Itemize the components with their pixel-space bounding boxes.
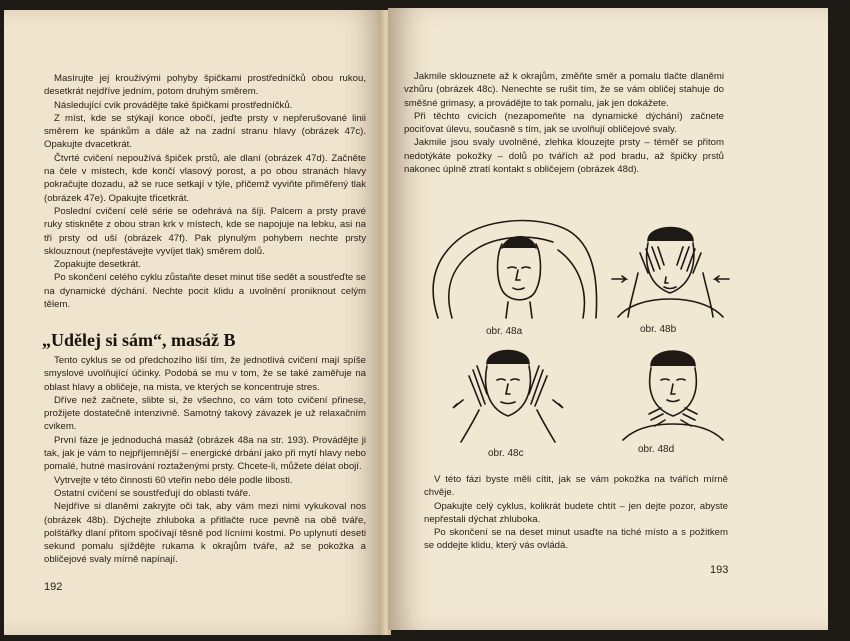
paragraph: Tento cyklus se od předchozího liší tím, že jednotlivá cvičení mají spíše smyslové uvolňující účinky. Podobá se mu v tom, že se také zaměřuje na oblast hlavy a obličeje, na mista, ve kterých se koncentruje stres. — [44, 355, 366, 393]
fingertips-stroke-chin-icon — [613, 342, 733, 442]
paragraph: Dříve než začnete, slibte si, že všechno, co vám toto cvičení přinese, prožijete dostatečně intenzivně. Samotný takový závazek je už relaxačním cvikem. — [44, 394, 366, 433]
figure-caption: obr. 48c — [488, 448, 524, 459]
head-massage-arms-over-head-icon — [418, 208, 618, 323]
page-number: 193 — [710, 564, 729, 576]
paragraph: Čtvrté cvičení nepoužívá špiček prstů, ale dlaní (obrázek 47d). Začněte na čele v místech, kde končí vlasový porost, a po obou stranách hlavy pokračujte dozadu, až se ruce setkají v týle, přičemž vyviňte přiměřený tlak (obrázek 47e). Opakujte třicetkrát. — [44, 152, 366, 204]
paragraph: Ostatní cvičení se soustřeďují do oblasti tváře. — [54, 487, 251, 499]
paragraph: Masírujte jej krouživými pohyby špičkami prostředníčků obou rukou, desetkrát nejdříve jedním, potom druhým směrem. — [44, 73, 366, 98]
palms-push-cheeks-up-icon — [443, 340, 573, 445]
paragraph: Při těchto cvicích (nezapomeňte na dynamické dýchání) začnete pociťovat úlevu, současně s tím, jak se uvolňují obličejové svaly. — [404, 110, 724, 136]
paragraph: Opakujte celý cyklus, kolikrát budete chtít – jen dejte pozor, abyste nepřestali dýchat zhluboka. — [424, 500, 728, 525]
left-page-text-bottom — [44, 354, 366, 567]
paragraph: Z míst, kde se stýkají konce obočí, jeďte prsty v nepřerušované linii směrem ke spánkům a dále až na zadní stranu hlavy (obrázek 47c). Opakujte dvacetkrát. — [44, 112, 366, 151]
figure-caption: obr. 48a — [486, 326, 523, 337]
paragraph: Poslední cvičení celé série se odehrává na šíji. Palcem a prsty pravé ruky stiskněte z obou stran krk v místech, kde se napojuje na lebku, asi na tři prsty od uší (obrázek 47f). Pak plynulým pohybem nechte prsty sklouznout (nepřestávejte vyvíjet tlak) směrem dolů. — [44, 205, 366, 257]
right-page-text-bottom — [424, 473, 728, 553]
figure-caption: obr. 48d — [638, 444, 675, 455]
paragraph: Po skončení celého cyklu zůstaňte deset minut tiše sedět a soustřeďte se na dynamické dýchání. Nechte pocit klidu a uvolnění proniknout celým tělem. — [44, 272, 367, 311]
paragraph: V této fázi byste měli cítit, jak se vám pokožka na tvářích mírně chvěje. — [424, 474, 728, 499]
left-page-text-top — [44, 72, 366, 311]
paragraph: Následující cvik provádějte také špičkami prostředníčků. — [54, 99, 293, 111]
right-book-page — [388, 8, 828, 630]
paragraph: Zopakujte desetkrát. — [54, 259, 141, 271]
right-page-text-top — [404, 70, 724, 176]
paragraph: První fáze je jednoduchá masáž (obrázek 48a na str. 193). Provádějte ji tak, jak je vám to nejpříjemnější – energické drbání jako při mytí hlavy nebo pomalé, hutné masírování roztaženými prsty. Chcete-li, můžete délat obojí. — [44, 434, 366, 473]
paragraph: Jakmile sklouznete až k okrajům, změňte směr a pomalu tlačte dlaněmi vzhůru (obrázek 48c). Nenechte se rušit tím, že se vám obličej stahuje do směšné grimasy, a provádějte to tak pomalu, jak jen dokážete. — [404, 71, 724, 109]
figure-caption: obr. 48b — [640, 324, 677, 335]
palms-cover-eyes-icon — [608, 213, 733, 321]
page-number: 192 — [44, 581, 63, 593]
paragraph: Nejdříve si dlaněmi zakryjte oči tak, aby vám mezi nimi vykukoval nos (obrázek 48b). Dýchejte zhluboka a přitlačte ruce pevně na obě tváře, polštářky dlaní přitom spočívají těsně pod lícními kostmi. Po uplynutí deseti sekund pomalu sjíždějte rukama k okrajům tváře, až se pokožka a obličejové svaly mírně napínají. — [44, 501, 366, 566]
left-book-page — [4, 10, 388, 635]
section-heading: „Udělej si sám“, masáž B — [42, 330, 236, 350]
paragraph: Jakmile jsou svaly uvolněné, zlehka klouzejte prsty – téměř se přitom nedotýkáte pokožky – dolů po tvářích až pod bradu, až špičky prstů nakonec úplně ztratí kontakt s obličejem (obrázek 48d). — [404, 137, 724, 176]
paragraph: Po skončení se na deset minut usaďte na tiché místo a s požitkem se oddejte klidu, který vás ovládá. — [424, 527, 728, 552]
paragraph: Vytrvejte v této činnosti 60 vteřin nebo déle podle libosti. — [54, 474, 293, 486]
